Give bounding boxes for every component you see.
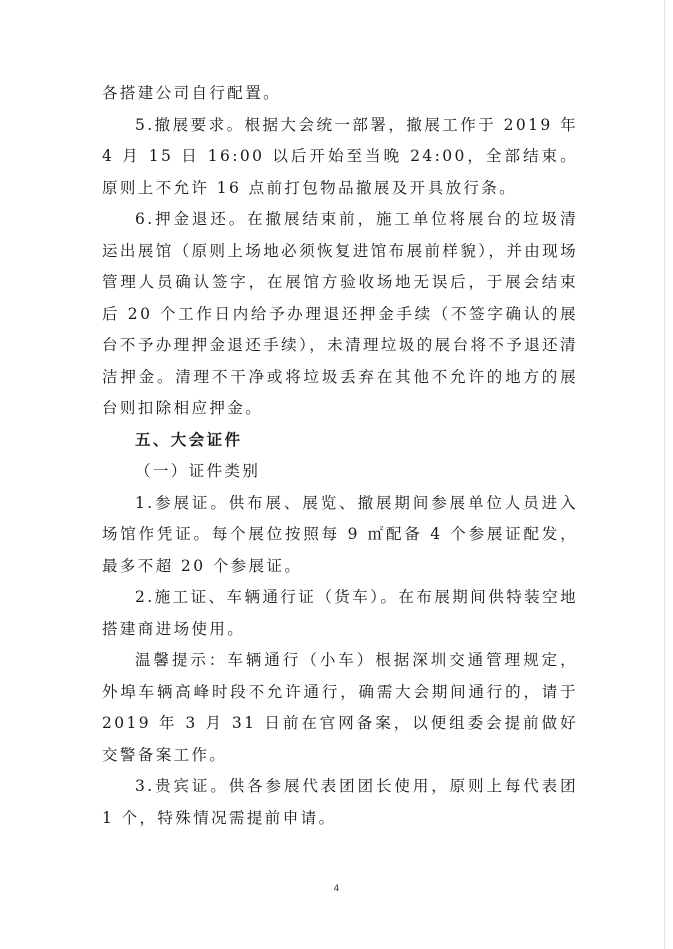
page-edge-line bbox=[664, 0, 665, 949]
paragraph-teardown-requirements: 5.撤展要求。根据大会统一部署，撤展工作于 2019 年 4 月 15 日 16:00 以后开始至当晚 24:00，全部结束。原则上不允许 16 点前打包物品撤展及开具放行条。 bbox=[102, 115, 578, 197]
page-number: 4 bbox=[333, 884, 340, 894]
section-heading-credentials: 五、大会证件 bbox=[135, 430, 243, 449]
document-body bbox=[102, 78, 578, 834]
subheading-credential-types: （一）证件类别 bbox=[135, 462, 261, 480]
paragraph-vip-pass: 3.贵宾证。供各参展代表团团长使用，原则上每代表团 1 个，特殊情况需提前申请。 bbox=[102, 777, 578, 827]
paragraph-construction-vehicle-pass: 2.施工证、车辆通行证（货车）。在布展期间供特装空地搭建商进场使用。 bbox=[102, 588, 578, 638]
paragraph-warm-reminder: 温馨提示：车辆通行（小车）根据深圳交通管理规定，外埠车辆高峰时段不允许通行，确需大会期间通行的，请于 2019 年 3 月 31 日前在官网备案，以便组委会提前做好交警备案工作。 bbox=[102, 651, 578, 764]
paragraph-deposit-refund: 6.押金退还。在撤展结束前，施工单位将展台的垃圾清运出展馆（原则上场地必须恢复进馆布展前样貌），并由现场管理人员确认签字，在展馆方验收场地无误后，于展会结束后 20 个工作日内给予办理退还押金手续（不签字确认的展台不予办理押金退还手续），未清理垃圾的展台将不予退还清洁押金。清理不干净或将垃圾丢弃在其他不允许的地方的展台则扣除相应押金。 bbox=[102, 210, 578, 417]
paragraph-exhibitor-pass: 1.参展证。供布展、展览、撤展期间参展单位人员进入场馆作凭证。每个展位按照每 9 ㎡配备 4 个参展证配发，最多不超 20 个参展证。 bbox=[102, 493, 578, 575]
paragraph-continuation: 各搭建公司自行配置。 bbox=[102, 84, 282, 102]
